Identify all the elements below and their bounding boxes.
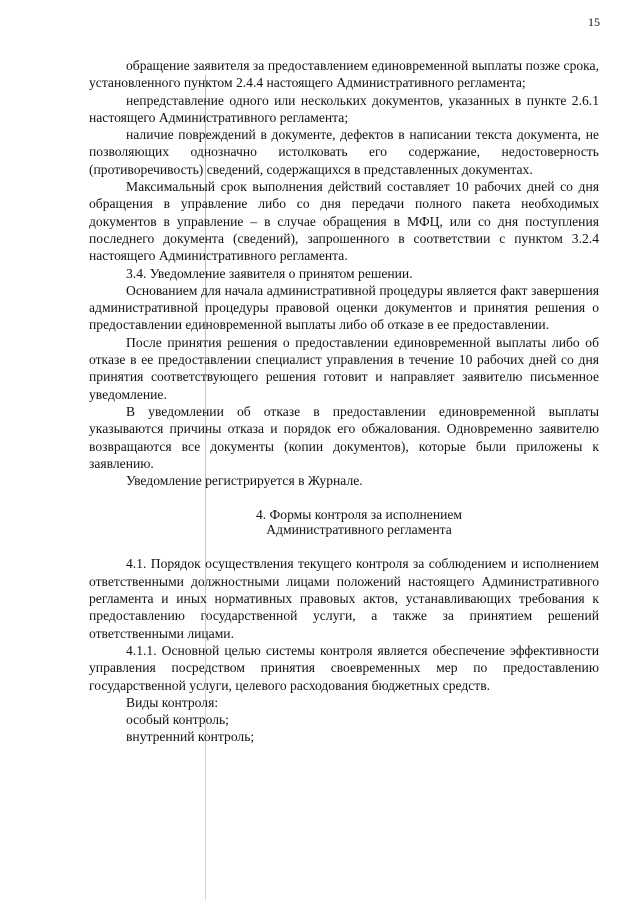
paragraph-refusal-notice: В уведомлении об отказе в предоставлении единовременной выплаты указываются причины отказа и порядок его обжалования. Одновременно заявителю возвращаются все документы (копии документов), которые были приложены к заявлению.	[89, 403, 599, 471]
paragraph-4-1: 4.1. Порядок осуществления текущего контроля за соблюдением и исполнением ответственными должностными лицами положений настоящего Административного регламента и иных нормативных правовых актов, устанавливающих требования к предоставлению государственной услуги, а также за принятием решений ответственными лицами.	[89, 556, 599, 641]
document-body	[89, 57, 599, 746]
paragraph-registration: Уведомление регистрируется в Журнале.	[126, 473, 363, 489]
list-item-internal-control: внутренний контроль;	[126, 729, 255, 745]
paragraph-damaged-documents: наличие повреждений в документе, дефектов в написании текста документа, не позволяющих однозначно истолковать его содержание, недостоверность (противоречивость) сведений, содержащихся в представленных документах.	[89, 127, 599, 177]
page-number: 15	[588, 15, 600, 29]
paragraph-control-types: Виды контроля:	[126, 694, 219, 710]
paragraph-max-term: Максимальный срок выполнения действий составляет 10 рабочих дней со дня обращения в управление либо со дня передачи полного пакета необходимых документов в управление – в случае обращения в МФЦ, или со дня поступления последнего документа (сведений), запрошенного в соответствии с пунктом 3.2.4 настоящего Административного регламента.	[89, 179, 599, 264]
paragraph-late-application: обращение заявителя за предоставлением единовременной выплаты позже срока, установленного пунктом 2.4.4 настоящего Административного регламента;	[89, 58, 599, 91]
section-heading	[89, 507, 599, 537]
paragraph-4-1-1: 4.1.1. Основной целью системы контроля является обеспечение эффективности управления посредством принятия своевременных мер по предоставлению государственной услуги, целевого расходования бюджетных средств.	[89, 642, 599, 693]
list-item-special-control: особый контроль;	[126, 712, 229, 728]
paragraph-missing-documents: непредставление одного или нескольких документов, указанных в пункте 2.6.1 настоящего Административного регламента;	[89, 92, 599, 125]
section-heading-line-2: Административного регламента	[266, 522, 452, 538]
paragraph-after-decision: После принятия решения о предоставлении единовременной выплаты либо об отказе в ее предоставлении специалист управления в течение 10 рабочих дней со дня принятия соответствующего решения готовит и направляет заявителю письменное уведомление.	[89, 334, 599, 402]
paragraph-3-4-title: 3.4. Уведомление заявителя о принятом решении.	[126, 265, 413, 281]
paragraph-basis: Основанием для начала административной процедуры является факт завершения административной процедуры правовой оценки документов и принятия решения о предоставлении единовременной выплаты либо об отказе в ее предоставлении.	[89, 282, 599, 333]
section-heading-line-1: 4. Формы контроля за исполнением	[255, 507, 463, 523]
